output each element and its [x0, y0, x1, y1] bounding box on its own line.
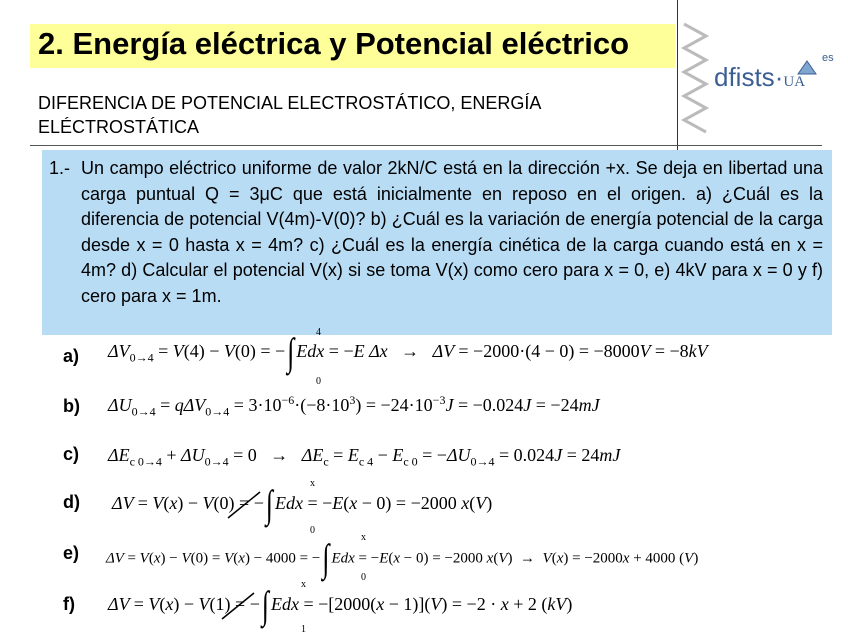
answer-f-upper-limit: x [301, 579, 306, 590]
answer-d-equation: ΔV = V(x) − V(0) = −∫ Edx = −E(x − 0) = −2000 x(V) [112, 482, 493, 526]
answer-a-label: a) [63, 346, 80, 366]
answer-b-equation: $\Delta U_{0\to 4} = q\Delta V_{0\to 4} = 3\cdot 10^{-6}\cdot(-8\cdot 10^3) = -24\cdot 10^{-3}J = -0.024J = -24mJ$ [108, 393, 600, 419]
header-divider-horizontal [30, 145, 822, 146]
answer-f-lower-limit: 1 [301, 624, 306, 635]
answer-f-label: f) [63, 594, 75, 614]
answer-f-equation: ΔV = V(x) − V(1) = −∫ Edx = −[2000(x − 1)](V) = −2 · x + 2 (kV) [108, 583, 573, 627]
answer-a-upper-limit: 4 [316, 327, 321, 338]
answer-b-label: b) [63, 396, 80, 416]
answer-d-upper-limit: x [310, 478, 315, 489]
problem-statement: Un campo eléctrico uniforme de valor 2kN/C está en la dirección +x. Se deja en libertad una carga puntual Q = 3μC que está inicialmente en reposo en el origen. a) ¿Cuál es la diferencia de potencial V(4m)-V(0)? b) ¿Cuál es la variación de energía potencial de la carga desde x = 0 hasta x = 4m? c) ¿Cuál es la energía cinética de la carga cuando está en x = 4m? d) Calcular el potencial V(x) si se toma V(x) como cero para x = 0, e) 4kV para x = 0 y f) cero para x = 1m. [81, 158, 823, 306]
answer-a-equation: $\Delta V_{0\to 4} = V(4) - V(0)$ = −∫ Edx = −E Δx → ΔV = −2000·(4 − 0) = −8000V = −8kV [108, 330, 708, 374]
strike-through-mark [226, 490, 262, 520]
zigzag-decoration-icon [680, 20, 714, 140]
dfists-logo [714, 62, 805, 93]
answer-d-lower-limit: 0 [310, 525, 315, 536]
answer-c-label: c) [63, 444, 80, 464]
answer-d-label: d) [63, 492, 80, 512]
logo-name: dfists [714, 62, 775, 92]
ua-emblem-icon [796, 58, 818, 76]
integral-icon: ∫ [261, 583, 269, 627]
strike-through-mark [220, 591, 256, 621]
answer-c-equation: $\Delta E_{c 0\to 4} + \Delta U_{0\to 4} = 0$ → $\Delta E_c = E_{c 4} - E_{c 0} = -\Delta U_{0\to 4} = 0.024J = 24mJ$ [108, 445, 621, 469]
problem-number: 1.- [49, 158, 71, 178]
integral-icon: ∫ [322, 536, 330, 580]
header-divider-vertical [677, 0, 678, 150]
answer-a-lower-limit: 0 [316, 376, 321, 387]
logo-separator: · [774, 62, 784, 92]
section-subtitle: DIFERENCIA DE POTENCIAL ELECTROSTÁTICO, ENERGÍA ELÉCTROSTÁTICA [38, 93, 541, 137]
answer-e-lower-limit: 0 [361, 572, 366, 583]
logo-org: UA [783, 74, 806, 90]
logo-lang: es [822, 52, 834, 64]
integral-icon: ∫ [287, 330, 295, 374]
answer-e-upper-limit: x [361, 532, 366, 543]
answer-e-equation: ΔV = V(x) − V(0) = V(x) − 4000 = −∫ Edx = −E(x − 0) = −2000 x(V) → V(x) = −2000x + 4000 (V) [106, 536, 699, 580]
page-title: 2. Energía eléctrica y Potencial eléctrico [38, 26, 630, 61]
integral-icon: ∫ [265, 482, 273, 526]
answer-e-label: e) [63, 543, 80, 563]
